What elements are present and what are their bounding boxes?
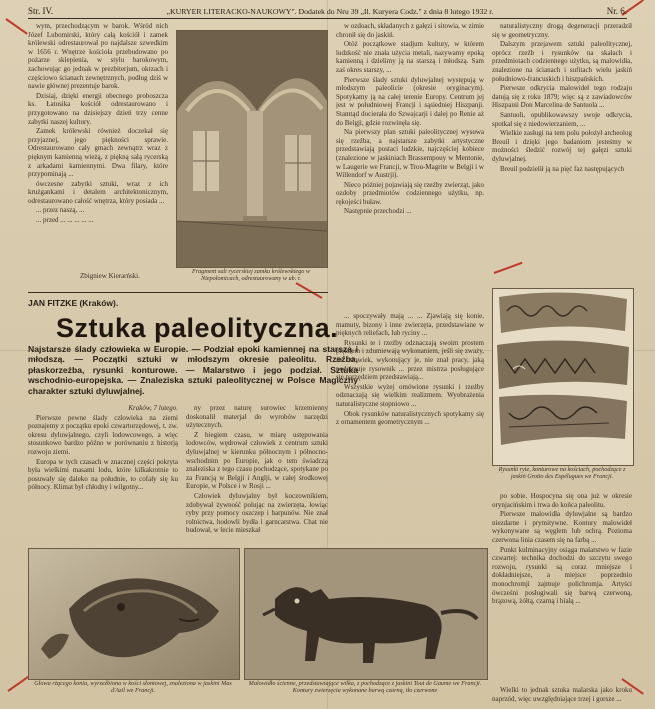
red-mark [7,675,29,692]
article-column-3-top [336,22,484,306]
paragraph: Wielki to jednak sztuka malarska jako kroku naprzód, więc uwzględniające trzej i gorsze ... [492,686,632,703]
photo-wolf-painting [244,548,488,680]
photo-caption: Rysunki ryte, konturowe na kościach, pochodzące z jaskiń Grotto des Espélugues we Francji. [498,466,626,481]
paragraph: Na pierwszy plan sztuki paleolitycznej wysuwa się rzeźba, a najstarsze zabytki artystyczne przedstawiają postaci ludzkie, najczęściej kobiece (znalezione w jaskiniach Brassempouy w Mentonie, w Laugerie we Francji, w Trou-Magrite w Belgji i w Willendorf w Austrji). [336,128,484,180]
paragraph: Zamek królewski również doczekał się przyjaznej, jego piękności sprawie. Odrestaurowano cały gmach zewnątrz wraz z pięknym kamienną wieżą, z piękną salą rycerską z arkadami kamiennymi. Dwa filary, które przypominają ... [28,127,168,179]
article-column-1-bottom [28,404,178,544]
paragraph: Pierwsze malowidła dyluwjalne są bardzo niezdarne i prymitywne. Kontury malowideł wykonywane są węglem lub ochrą. Pozioma czerwona linia czasem się na farbą ... [492,510,632,544]
paragraph: Europa w tych czasach w znacznej części pokryta była wielkimi masami lodu, które kilkakrotnie to posuwały się daleko na południe, to cofały się ku północy. Klimat był chłodny i wilgotny... [28,457,178,492]
paragraph: po sobie. Hospocyna się ona już w okresie orynjacińskim i trwa do końca paleolitu. [492,492,632,509]
engraved-bones-image [493,289,633,465]
photo-caption: Malowidło ścienne, przedstawiające wilka, z pochodzące z jaskini Tout de Gaume we Francji. Kontury zwierzęcia wykonane barwą czarną, tło czerwone [248,680,482,695]
paragraph: wym, przechodzącym w barok. Wśród nich Józef Lubomirski, który całą kościół i zamek królewski odrestaurował po najdalsze szwedkim w 1656 r. Wnętrze kościoła przebudowano po pożarze sklepienia, w stylu barokowym, zachowując go jednak w prezbiterjum, okrzach i częściowo ścianach zewnętrznych, podług dziś w nawie głównej prezentuje barok. [28,22,168,91]
paragraph: Z biegiem czasu, w miarę ustępowania lodowców, wędrował człowiek z centrum sztuki dyluwjalnej w kierunku północnym i północno-wschodnim po Europie, jak o tem świadczą znaleziska z tego czasu pochodzące, spotykane po za Francją w Belgji i Anglji, w całej środkowej Europie, w Polsce i w Rosji ... [186,430,328,491]
photo-engraved-bones [492,288,634,466]
photo-horse-head [28,548,240,680]
paragraph: Rysunki te i rzeźby odznaczają swoim prostem pięknem i zdumiewają wykonaniem, jeśli się zważy, że człowiek, wykonujący je, nie znał pracy, jaką podejmuje rysownik ... przez mistrza posługujące się narzędziem przedstawiają... [336,338,484,382]
article-column-4-end [492,686,632,704]
paragraph: Pierwsze ślady sztuki dyluwjalnej występują w młodszym paleolicie (okresie oryginacym). Spotykamy ją na całej terenie Europy. Centrum jej jest w południowej Francji i sąsiedniej Hiszpanji. Stamtąd docierała do Szwajcarji i dalej po Renie aż do Belgji, gdzie rozwinęła się. [336,75,484,127]
photo-castle-hall [176,30,328,268]
paragraph: Dalszym przejawem sztuki paleolitycznej, oprócz rzeźb i rysunków na skałach i przedmiotach codziennego użytku, są malowidła, znalezione na ścianach i sufitach wielu jaskiń południowo-francuskich i hiszpańskich. [492,40,632,83]
article-column-4-bottom [492,492,632,686]
article-column-3-bottom [336,312,484,548]
issue-number: Nr. 6. [606,6,627,16]
section-divider [28,292,328,293]
article-column-1-top [28,22,168,284]
paragraph: ... przed ... ... ... ... ... [36,216,94,225]
horse-head-carving-image [29,549,239,679]
paragraph: ... przez naszą, ... [36,206,85,215]
paragraph: Punkt kulminacyjny osiąga malarstwo w fazie czwartej: technika dochodzi do szczytu swego rozwoju, rysunki są coraz mniejsze i dokładniejsze, a miejsce poprzednio monochromji zajmuje polichromja. Artyści ówcześni posługiwali się barwą czerwoną, brązową, żółtą, czarną i białą ... [492,545,632,606]
red-mark [5,18,27,35]
paragraph: ówczesne zabytki sztuki, wraz z ich krużgankami i detalem architektonicznym, odrestaurowano całość wnętrza, który posiada ... [28,179,168,205]
article-column-2-bottom [186,404,328,544]
paragraph: ny przez naturę surowiec krzemienny doskonalił materjał do wyrobów narzędzi użytecznych. [186,404,328,430]
paragraph: Nieco później pojawiają się rzeźby zwierząt, jako ozdoby przedmiotów codziennego użytku, np. rękojeści buław. [336,180,484,206]
paragraph: Breuil podzielił ją na pięć faz następujących [500,164,625,173]
paragraph: Człowiek dyluwjalny był koczownikiem, zdobywał żywność polując na zwierzęta, łowiąc ryby przy pomocy oszczep i harpunów. Nie znał rolnictwa, hodowli bydła i garncarstwa. Chat nie budował, w lecie mieszkał [186,491,328,535]
paragraph: Obok rysunków naturalistycznych spotykamy się z ornamentem geometrycznym ... [336,409,484,427]
paragraph: Pierwsze odkrycia malowideł tego rodzaju datują się z roku 1879; więc są z zawiadowców Hiszpanii Don Marcelina de Santuola ... [492,84,632,110]
author-signature: Zbigniew Kierarński. [80,272,140,280]
article-lead: Najstarsze ślady człowieka w Europie. — Podział epoki kamiennej na starszą i młodszą. — Początki sztuki w młodszym okresie paleolitu. Rzeźba, płaskorzeźba, rysunki konturowe. — Malarstwo i jego podział. Sztuka wschodnio-europejska. — Znaleziska sztuki paleolitycznej w Polsce Magiczny charakter sztuki dyluwjalnej. [28,344,358,396]
page-number: Str. IV. [28,6,54,16]
paragraph: Dzisiaj, dzięki energji obecnego proboszcza ks. Łatusika kościół odrestaurowano i przygotowano na dzisiejszy dzień trzy cenne zabytki naszej kultury. [28,91,168,126]
castle-hall-image [177,31,327,267]
paragraph: Wielkie zasługi na tem polu położył archeolog Breuil i dzięki jego badaniom jesteśmy w możności śledzić rozwój tej gałęzi sztuki dyluwjalnej. [492,129,632,163]
photo-caption: Głowa rżącego konia, wyrzeźbiona w kości słoniowej, znaleziona w jaskini Mas d'Azil we Francji. [34,680,232,695]
paragraph: w ozdoach, składanych z gałęzi i sitowia, w zimie chronił się do jaskiń. [336,22,484,39]
dateline: Kraków, 7 lutego. [128,404,178,412]
paragraph: naturalistyczny drogą degeneracji przeradził się w geometryczny. [492,22,632,39]
article-byline: JAN FITZKE (Kraków). [28,298,119,308]
paragraph: Następnie przechodzi ... [344,207,412,216]
article-title: Sztuka paleolityczna. [56,313,339,343]
paragraph: Wszystkie wyżej omówione rysunki i rzeźby odznaczają się wielkim realizmem. Wyobrażenia naturalistyczne stopniowo ... [336,382,484,408]
paragraph: Otóż początkowe stadjum kultury, w którem ludzkość nie znała użycia metali, nazywamy epoką kamienną i dzielimy ją na starszą i młodszą. Sam zaś okres starszy, ... [336,40,484,74]
paragraph: ... spoczywały mają ... ... Zjawiają się konie, mamuty, bizony i inne zwierzęta, przedstawiane w pięknych reliefach, lub ryciny ... [336,312,484,338]
photo-caption: Fragment sali rycerskiej zamku królewskiego w Niepołomicach, odrestaurowany w ub. r. [191,268,311,283]
publication-title: „KURYER LITERACKO-NAUKOWY". Dodatek do Nru 39 „Il. Kuryera Codz." z dnia 8 lutego 1932 r. [166,6,494,16]
wolf-painting-image [245,549,487,679]
article-column-4-top [492,22,632,284]
paragraph: Pierwsze pewne ślady człowieka na ziemi poznajemy z początku epoki czwartorzędowej, t. zw. okresu dyluwjalnego, czyli lodowcowego, a więc stosunkowo bardzo późno w porównaniu z historją rozwoju ziemi. [28,413,178,456]
paragraph: Santuoli, opublikowawszy swoje odkrycia, spotkał się z niedowierzaniem, ... [492,110,632,128]
page-header [28,4,627,19]
